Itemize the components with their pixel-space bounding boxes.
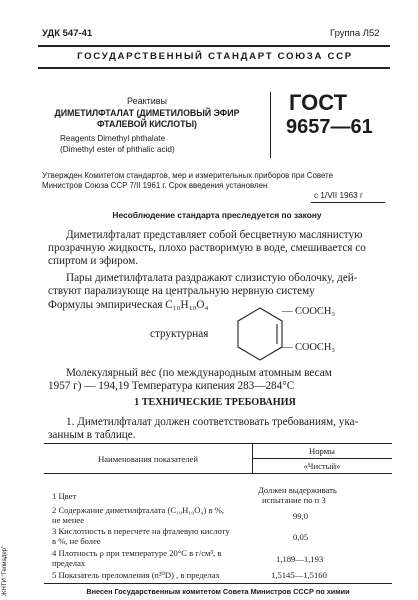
table-header-name: Наименования показателей bbox=[98, 454, 198, 464]
table-row-name-cont: не менее bbox=[52, 515, 85, 525]
section-heading: 1 ТЕХНИЧЕСКИЕ ТРЕБОВАНИЯ bbox=[134, 397, 296, 408]
para2-line1: Пары диметилфталата раздражают слизистую оболочку, дей- bbox=[66, 272, 358, 284]
structural-formula-label: структурная bbox=[150, 328, 209, 340]
gost-number: 9657—61 bbox=[286, 116, 373, 138]
table-norms-rule bbox=[252, 458, 392, 459]
requirement-line2: занным в таблице. bbox=[48, 429, 136, 441]
approval-date: с 1/VII 1963 г bbox=[314, 191, 363, 200]
table-header-rule bbox=[44, 473, 392, 474]
approval-line1: Утвержден Комитетом стандартов, мер и измерительных приборов при Совете bbox=[42, 171, 334, 180]
law-warning: Несоблюдение стандарта преследуется по закону bbox=[112, 210, 322, 220]
table-row-name: 2 Содержание диметилфталата (C₁₀H₁₀O₄) в %, bbox=[52, 505, 225, 515]
side-stamp: ЖНТИ "Гелиадер" bbox=[2, 545, 8, 596]
mw-line2: 1957 г) — 194,19 Температура кипения 283—284°C bbox=[48, 380, 295, 392]
table-row-value: 0,05 bbox=[293, 532, 309, 542]
title-en-line1: Reagents Dimethyl phthalate bbox=[60, 134, 166, 143]
para2-line2: ствуют парализующе на центральную нервную систему bbox=[48, 285, 315, 297]
table-row-value: Должен выдерживать bbox=[258, 485, 337, 495]
table-row-name: 3 Кислотность в пересчете на фталевую кислоту bbox=[52, 526, 230, 536]
reagents-label: Реактивы bbox=[126, 96, 168, 106]
table-row-value: 99,0 bbox=[293, 511, 309, 521]
approval-line2: Министров Союза ССР 7/II 1961 г. Срок введения установлен bbox=[42, 181, 268, 190]
udk-code: УДК 547-41 bbox=[42, 28, 93, 39]
title-ru-line2: ФТАЛЕВОЙ КИСЛОТЫ) bbox=[97, 119, 197, 129]
approval-date-underline bbox=[311, 202, 385, 203]
table-header-norms: Нормы bbox=[309, 446, 335, 456]
mw-line1: Молекулярный вес (по международным атомным весам bbox=[66, 367, 332, 379]
title-ru-line1: ДИМЕТИЛФТАЛАТ (ДИМЕТИЛОВЫЙ ЭФИР bbox=[54, 108, 240, 118]
table-row-name-cont: пределах bbox=[52, 558, 86, 568]
table-row-value-note: испытание по п 3 bbox=[262, 495, 326, 505]
table-row-name: 4 Плотность ρ при температуре 20°C в г/см³, в bbox=[52, 548, 222, 558]
gost-label: ГОСТ bbox=[289, 90, 348, 115]
para1-line2: прозрачную жидкость, плохо растворимую в воде, смешивается со bbox=[48, 242, 366, 254]
table-rule-top bbox=[44, 443, 392, 444]
table-rule-bottom bbox=[44, 583, 392, 584]
state-standard-banner: ГОСУДАРСТВЕННЫЙ СТАНДАРТ СОЮЗА ССР bbox=[77, 51, 353, 62]
table-row-value: 1,5145—1,5160 bbox=[271, 570, 327, 580]
ester-group-bottom: — COOCH₃ bbox=[282, 342, 335, 353]
table-row-name: 5 Показатель преломления (n²⁰D) , в пределах bbox=[52, 570, 220, 580]
header-rule-top bbox=[38, 45, 390, 47]
para1-line1: Диметилфталат представляет собой бесцветную маслянистую bbox=[66, 229, 363, 241]
table-header-grade: «Чистый» bbox=[303, 461, 341, 471]
requirement-line1: 1. Диметилфталат должен соответствовать требованиям, ука- bbox=[66, 416, 359, 428]
introduced-by: Внесен Государственным комитетом Совета Министров СССР по химии bbox=[86, 587, 350, 596]
para1-line3: спиртом и эфиром. bbox=[48, 255, 138, 267]
title-en-line2: (Dimethyl ester of phthalic acid) bbox=[60, 145, 175, 154]
table-row-name-cont: в %, не более bbox=[52, 536, 101, 546]
header-rule-bottom bbox=[38, 67, 390, 69]
group-code: Группа Л52 bbox=[330, 28, 380, 39]
ester-group-top: — COOCH₃ bbox=[282, 306, 335, 317]
empirical-formula: Формулы эмпирическая C₁₀H₁₀O₄ bbox=[48, 299, 209, 311]
table-row-value: 1,189—1,193 bbox=[276, 554, 324, 564]
title-divider bbox=[270, 92, 271, 158]
table-row-name: 1 Цвет bbox=[52, 491, 77, 501]
